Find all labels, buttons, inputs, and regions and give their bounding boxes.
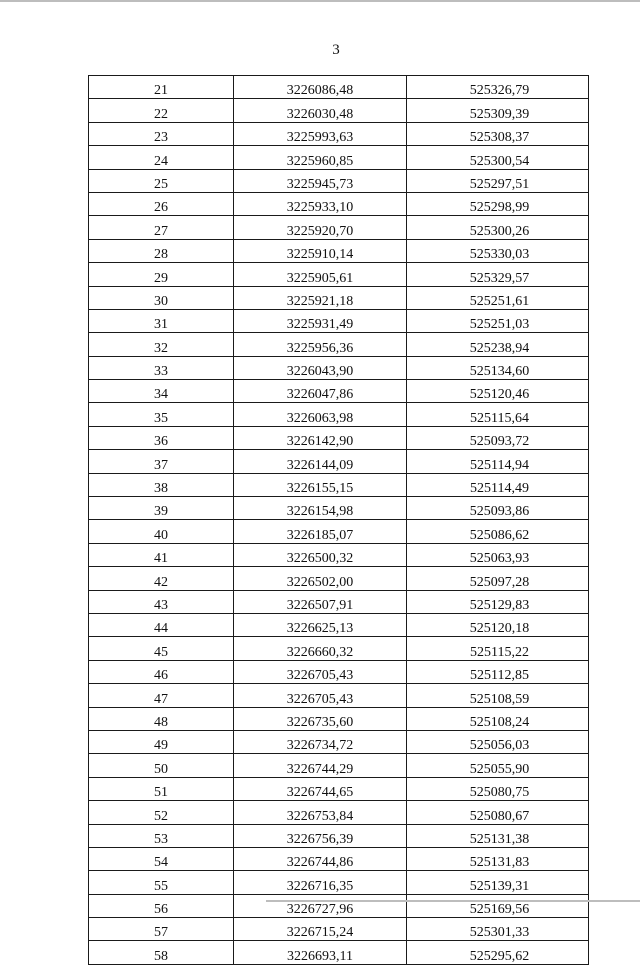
x-coordinate-cell: 3225993,63 bbox=[234, 122, 407, 145]
point-number-cell: 34 bbox=[89, 380, 234, 403]
point-number-cell: 27 bbox=[89, 216, 234, 239]
x-coordinate-cell: 3226735,60 bbox=[234, 707, 407, 730]
point-number-cell: 45 bbox=[89, 637, 234, 660]
x-coordinate-cell: 3226756,39 bbox=[234, 824, 407, 847]
x-coordinate-cell: 3226744,29 bbox=[234, 754, 407, 777]
x-coordinate-cell: 3226716,35 bbox=[234, 871, 407, 894]
table-row bbox=[89, 473, 589, 496]
y-coordinate-cell: 525308,37 bbox=[407, 122, 589, 145]
x-coordinate-cell: 3226063,98 bbox=[234, 403, 407, 426]
coordinates-table-body bbox=[89, 76, 589, 965]
y-coordinate-cell: 525131,83 bbox=[407, 847, 589, 870]
point-number-cell: 49 bbox=[89, 730, 234, 753]
table-row bbox=[89, 497, 589, 520]
table-row bbox=[89, 824, 589, 847]
x-coordinate-cell: 3226144,09 bbox=[234, 450, 407, 473]
y-coordinate-cell: 525238,94 bbox=[407, 333, 589, 356]
y-coordinate-cell: 525139,31 bbox=[407, 871, 589, 894]
point-number-cell: 39 bbox=[89, 497, 234, 520]
top-scan-edge bbox=[0, 0, 640, 2]
x-coordinate-cell: 3226715,24 bbox=[234, 918, 407, 941]
table-row bbox=[89, 941, 589, 964]
point-number-cell: 31 bbox=[89, 309, 234, 332]
x-coordinate-cell: 3226507,91 bbox=[234, 590, 407, 613]
point-number-cell: 21 bbox=[89, 76, 234, 99]
x-coordinate-cell: 3225910,14 bbox=[234, 239, 407, 262]
x-coordinate-cell: 3225931,49 bbox=[234, 309, 407, 332]
point-number-cell: 30 bbox=[89, 286, 234, 309]
y-coordinate-cell: 525251,03 bbox=[407, 309, 589, 332]
table-row bbox=[89, 356, 589, 379]
y-coordinate-cell: 525330,03 bbox=[407, 239, 589, 262]
y-coordinate-cell: 525309,39 bbox=[407, 99, 589, 122]
point-number-cell: 44 bbox=[89, 613, 234, 636]
y-coordinate-cell: 525300,26 bbox=[407, 216, 589, 239]
point-number-cell: 24 bbox=[89, 146, 234, 169]
y-coordinate-cell: 525108,59 bbox=[407, 684, 589, 707]
table-row bbox=[89, 426, 589, 449]
point-number-cell: 36 bbox=[89, 426, 234, 449]
table-row bbox=[89, 309, 589, 332]
point-number-cell: 52 bbox=[89, 801, 234, 824]
table-row bbox=[89, 801, 589, 824]
x-coordinate-cell: 3226086,48 bbox=[234, 76, 407, 99]
x-coordinate-cell: 3226043,90 bbox=[234, 356, 407, 379]
x-coordinate-cell: 3226744,65 bbox=[234, 777, 407, 800]
table-row bbox=[89, 239, 589, 262]
x-coordinate-cell: 3226660,32 bbox=[234, 637, 407, 660]
point-number-cell: 40 bbox=[89, 520, 234, 543]
table-row bbox=[89, 754, 589, 777]
y-coordinate-cell: 525251,61 bbox=[407, 286, 589, 309]
y-coordinate-cell: 525329,57 bbox=[407, 263, 589, 286]
table-row bbox=[89, 146, 589, 169]
point-number-cell: 35 bbox=[89, 403, 234, 426]
point-number-cell: 46 bbox=[89, 660, 234, 683]
table-row bbox=[89, 263, 589, 286]
y-coordinate-cell: 525326,79 bbox=[407, 76, 589, 99]
point-number-cell: 41 bbox=[89, 543, 234, 566]
x-coordinate-cell: 3226727,96 bbox=[234, 894, 407, 917]
table-row bbox=[89, 660, 589, 683]
point-number-cell: 47 bbox=[89, 684, 234, 707]
y-coordinate-cell: 525300,54 bbox=[407, 146, 589, 169]
table-row bbox=[89, 216, 589, 239]
y-coordinate-cell: 525080,75 bbox=[407, 777, 589, 800]
point-number-cell: 38 bbox=[89, 473, 234, 496]
y-coordinate-cell: 525086,62 bbox=[407, 520, 589, 543]
point-number-cell: 54 bbox=[89, 847, 234, 870]
table-row bbox=[89, 192, 589, 215]
x-coordinate-cell: 3226705,43 bbox=[234, 684, 407, 707]
y-coordinate-cell: 525295,62 bbox=[407, 941, 589, 964]
point-number-cell: 28 bbox=[89, 239, 234, 262]
y-coordinate-cell: 525114,49 bbox=[407, 473, 589, 496]
table-row bbox=[89, 730, 589, 753]
table-row bbox=[89, 777, 589, 800]
x-coordinate-cell: 3226502,00 bbox=[234, 567, 407, 590]
point-number-cell: 32 bbox=[89, 333, 234, 356]
y-coordinate-cell: 525114,94 bbox=[407, 450, 589, 473]
coordinates-table bbox=[88, 75, 589, 965]
x-coordinate-cell: 3225956,36 bbox=[234, 333, 407, 356]
point-number-cell: 25 bbox=[89, 169, 234, 192]
point-number-cell: 29 bbox=[89, 263, 234, 286]
table-row bbox=[89, 894, 589, 917]
y-coordinate-cell: 525297,51 bbox=[407, 169, 589, 192]
y-coordinate-cell: 525093,72 bbox=[407, 426, 589, 449]
y-coordinate-cell: 525097,28 bbox=[407, 567, 589, 590]
point-number-cell: 53 bbox=[89, 824, 234, 847]
point-number-cell: 37 bbox=[89, 450, 234, 473]
x-coordinate-cell: 3225920,70 bbox=[234, 216, 407, 239]
y-coordinate-cell: 525115,64 bbox=[407, 403, 589, 426]
point-number-cell: 33 bbox=[89, 356, 234, 379]
x-coordinate-cell: 3226185,07 bbox=[234, 520, 407, 543]
x-coordinate-cell: 3226734,72 bbox=[234, 730, 407, 753]
point-number-cell: 43 bbox=[89, 590, 234, 613]
table-row bbox=[89, 450, 589, 473]
point-number-cell: 58 bbox=[89, 941, 234, 964]
table-row bbox=[89, 707, 589, 730]
table-row bbox=[89, 169, 589, 192]
table-row bbox=[89, 403, 589, 426]
x-coordinate-cell: 3225921,18 bbox=[234, 286, 407, 309]
y-coordinate-cell: 525134,60 bbox=[407, 356, 589, 379]
table-row bbox=[89, 918, 589, 941]
table-row bbox=[89, 567, 589, 590]
page-number: 3 bbox=[332, 42, 340, 58]
point-number-cell: 56 bbox=[89, 894, 234, 917]
x-coordinate-cell: 3226753,84 bbox=[234, 801, 407, 824]
y-coordinate-cell: 525131,38 bbox=[407, 824, 589, 847]
table-row bbox=[89, 99, 589, 122]
y-coordinate-cell: 525093,86 bbox=[407, 497, 589, 520]
y-coordinate-cell: 525120,46 bbox=[407, 380, 589, 403]
y-coordinate-cell: 525120,18 bbox=[407, 613, 589, 636]
y-coordinate-cell: 525129,83 bbox=[407, 590, 589, 613]
x-coordinate-cell: 3226047,86 bbox=[234, 380, 407, 403]
point-number-cell: 42 bbox=[89, 567, 234, 590]
x-coordinate-cell: 3225960,85 bbox=[234, 146, 407, 169]
table-row bbox=[89, 380, 589, 403]
table-row bbox=[89, 684, 589, 707]
point-number-cell: 51 bbox=[89, 777, 234, 800]
table-row bbox=[89, 613, 589, 636]
y-coordinate-cell: 525063,93 bbox=[407, 543, 589, 566]
y-coordinate-cell: 525298,99 bbox=[407, 192, 589, 215]
table-row bbox=[89, 847, 589, 870]
x-coordinate-cell: 3225945,73 bbox=[234, 169, 407, 192]
x-coordinate-cell: 3226142,90 bbox=[234, 426, 407, 449]
y-coordinate-cell: 525108,24 bbox=[407, 707, 589, 730]
table-row bbox=[89, 122, 589, 145]
x-coordinate-cell: 3226154,98 bbox=[234, 497, 407, 520]
x-coordinate-cell: 3225933,10 bbox=[234, 192, 407, 215]
y-coordinate-cell: 525056,03 bbox=[407, 730, 589, 753]
point-number-cell: 48 bbox=[89, 707, 234, 730]
x-coordinate-cell: 3226500,32 bbox=[234, 543, 407, 566]
y-coordinate-cell: 525301,33 bbox=[407, 918, 589, 941]
table-row bbox=[89, 333, 589, 356]
point-number-cell: 55 bbox=[89, 871, 234, 894]
point-number-cell: 22 bbox=[89, 99, 234, 122]
x-coordinate-cell: 3225905,61 bbox=[234, 263, 407, 286]
table-row bbox=[89, 871, 589, 894]
bottom-scan-edge bbox=[266, 900, 640, 902]
table-row bbox=[89, 637, 589, 660]
table-row bbox=[89, 543, 589, 566]
point-number-cell: 50 bbox=[89, 754, 234, 777]
point-number-cell: 57 bbox=[89, 918, 234, 941]
table-row bbox=[89, 520, 589, 543]
x-coordinate-cell: 3226693,11 bbox=[234, 941, 407, 964]
y-coordinate-cell: 525115,22 bbox=[407, 637, 589, 660]
y-coordinate-cell: 525055,90 bbox=[407, 754, 589, 777]
y-coordinate-cell: 525080,67 bbox=[407, 801, 589, 824]
table-row bbox=[89, 76, 589, 99]
y-coordinate-cell: 525112,85 bbox=[407, 660, 589, 683]
table-row bbox=[89, 286, 589, 309]
point-number-cell: 23 bbox=[89, 122, 234, 145]
y-coordinate-cell: 525169,56 bbox=[407, 894, 589, 917]
x-coordinate-cell: 3226744,86 bbox=[234, 847, 407, 870]
x-coordinate-cell: 3226625,13 bbox=[234, 613, 407, 636]
table-row bbox=[89, 590, 589, 613]
point-number-cell: 26 bbox=[89, 192, 234, 215]
x-coordinate-cell: 3226155,15 bbox=[234, 473, 407, 496]
x-coordinate-cell: 3226705,43 bbox=[234, 660, 407, 683]
x-coordinate-cell: 3226030,48 bbox=[234, 99, 407, 122]
